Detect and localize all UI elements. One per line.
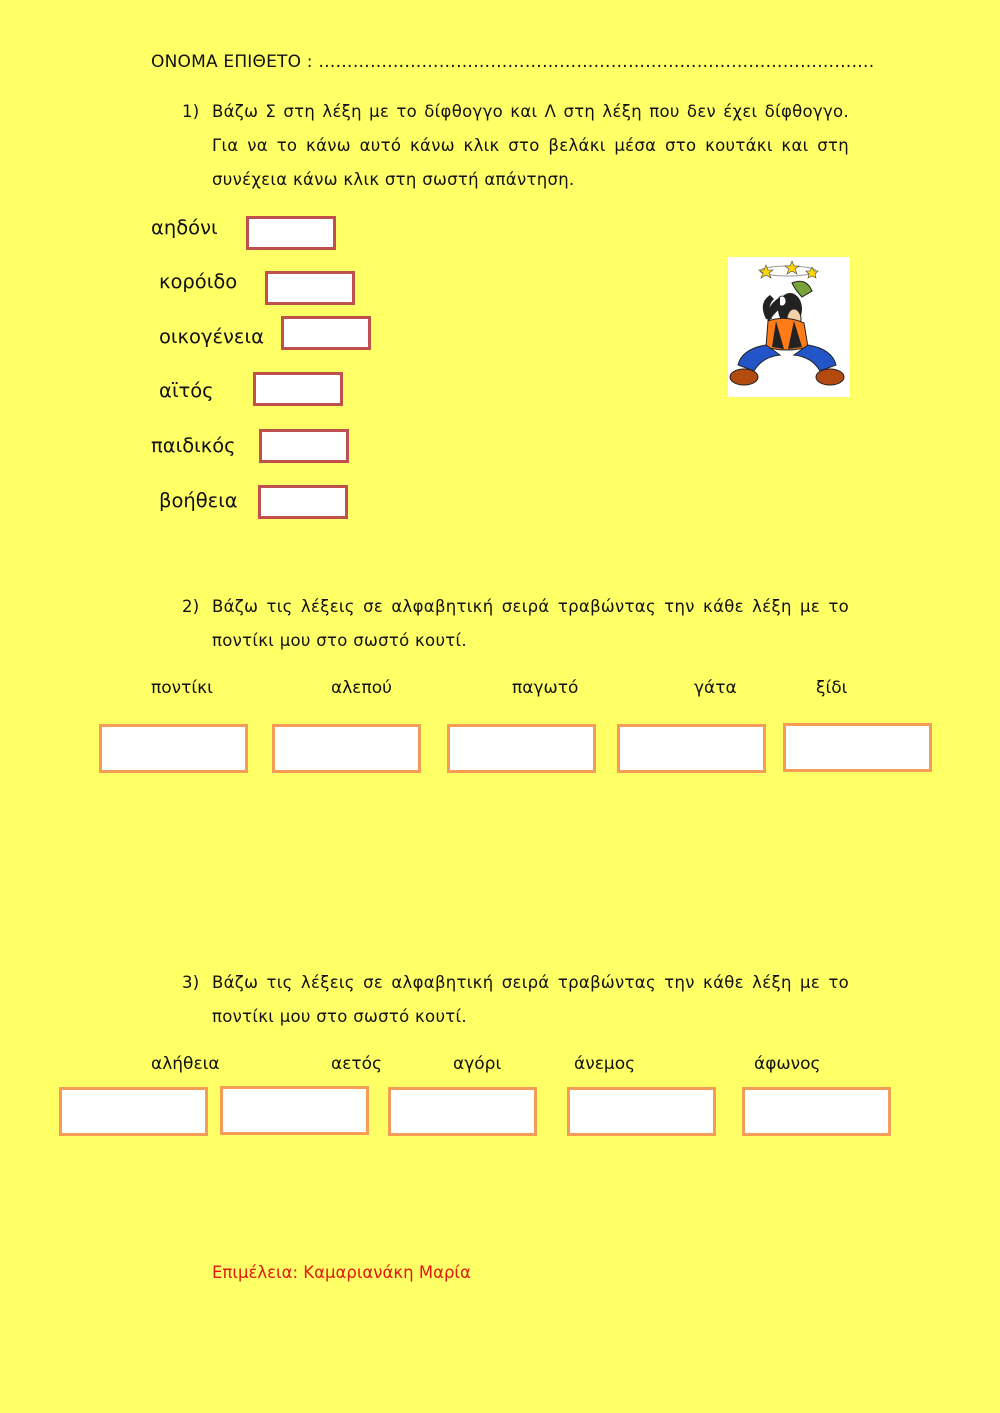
ex1-select-2[interactable] [265, 271, 355, 305]
ex2-word-2[interactable]: αλεπού [331, 678, 392, 698]
ex2-drop-box-4[interactable] [617, 724, 766, 773]
ex2-drop-box-1[interactable] [99, 724, 248, 773]
ex3-drop-box-4[interactable] [567, 1087, 716, 1136]
ex2-word-1[interactable]: ποντίκι [151, 678, 213, 698]
ex2-drop-box-2[interactable] [272, 724, 421, 773]
exercise2-number: 2) [182, 597, 200, 616]
ex2-word-3[interactable]: παγωτό [512, 678, 579, 698]
ex3-word-5[interactable]: άφωνος [754, 1054, 821, 1074]
ex1-word-5: παιδικός [151, 434, 236, 457]
exercise2-text: Βάζω τις λέξεις σε αλφαβητική σειρά τραβώντας την κάθε λέξη με το ποντίκι μου στο σωστό κουτί. [212, 597, 849, 650]
exercise2-instruction [182, 590, 862, 658]
ex1-select-6[interactable] [258, 485, 348, 519]
ex1-word-3: οικογένεια [159, 325, 264, 348]
exercise3-instruction [182, 966, 862, 1034]
exercise1-instruction [182, 95, 862, 199]
ex3-drop-box-1[interactable] [59, 1087, 208, 1136]
name-field-label: ΟΝΟΜΑ ΕΠΙΘΕΤΟ : ……………………………………………………………………………………. [151, 52, 875, 72]
ex3-word-3[interactable]: αγόρι [453, 1054, 502, 1074]
ex2-word-4[interactable]: γάτα [694, 678, 737, 698]
ex1-select-3[interactable] [281, 316, 371, 350]
exercise1-number: 1) [182, 102, 200, 121]
ex3-word-1[interactable]: αλήθεια [151, 1054, 220, 1074]
ex3-drop-box-3[interactable] [388, 1087, 537, 1136]
exercise1-text: Βάζω Σ στη λέξη με το δίφθογγο και Λ στη λέξη που δεν έχει δίφθογγο. Για να το κάνω αυτό κάνω κλικ στο βελάκι μέσα στο κουτάκι και στη συνέχεια κάνω κλικ στη σωστή απάντηση. [212, 102, 849, 189]
ex1-word-6: βοήθεια [159, 489, 238, 512]
exercise3-text: Βάζω τις λέξεις σε αλφαβητική σειρά τραβώντας την κάθε λέξη με το ποντίκι μου στο σωστό κουτί. [212, 973, 849, 1026]
ex3-drop-box-5[interactable] [742, 1087, 891, 1136]
ex1-select-5[interactable] [259, 429, 349, 463]
ex3-drop-box-2[interactable] [220, 1086, 369, 1135]
author-credit: Επιμέλεια: Καμαριανάκη Μαρία [212, 1263, 471, 1282]
ex1-word-2: κορόιδο [159, 270, 238, 293]
ex1-word-4: αϊτός [159, 379, 214, 402]
ex1-select-1[interactable] [246, 216, 336, 250]
ex2-drop-box-5[interactable] [783, 723, 932, 772]
ex3-word-4[interactable]: άνεμος [574, 1054, 636, 1074]
ex1-word-1: αηδόνι [151, 216, 218, 239]
ex1-select-4[interactable] [253, 372, 343, 406]
exercise3-number: 3) [182, 973, 200, 992]
goofy-image [728, 257, 850, 397]
ex2-word-5[interactable]: ξίδι [816, 678, 848, 698]
ex2-drop-box-3[interactable] [447, 724, 596, 773]
ex3-word-2[interactable]: αετός [331, 1054, 383, 1074]
